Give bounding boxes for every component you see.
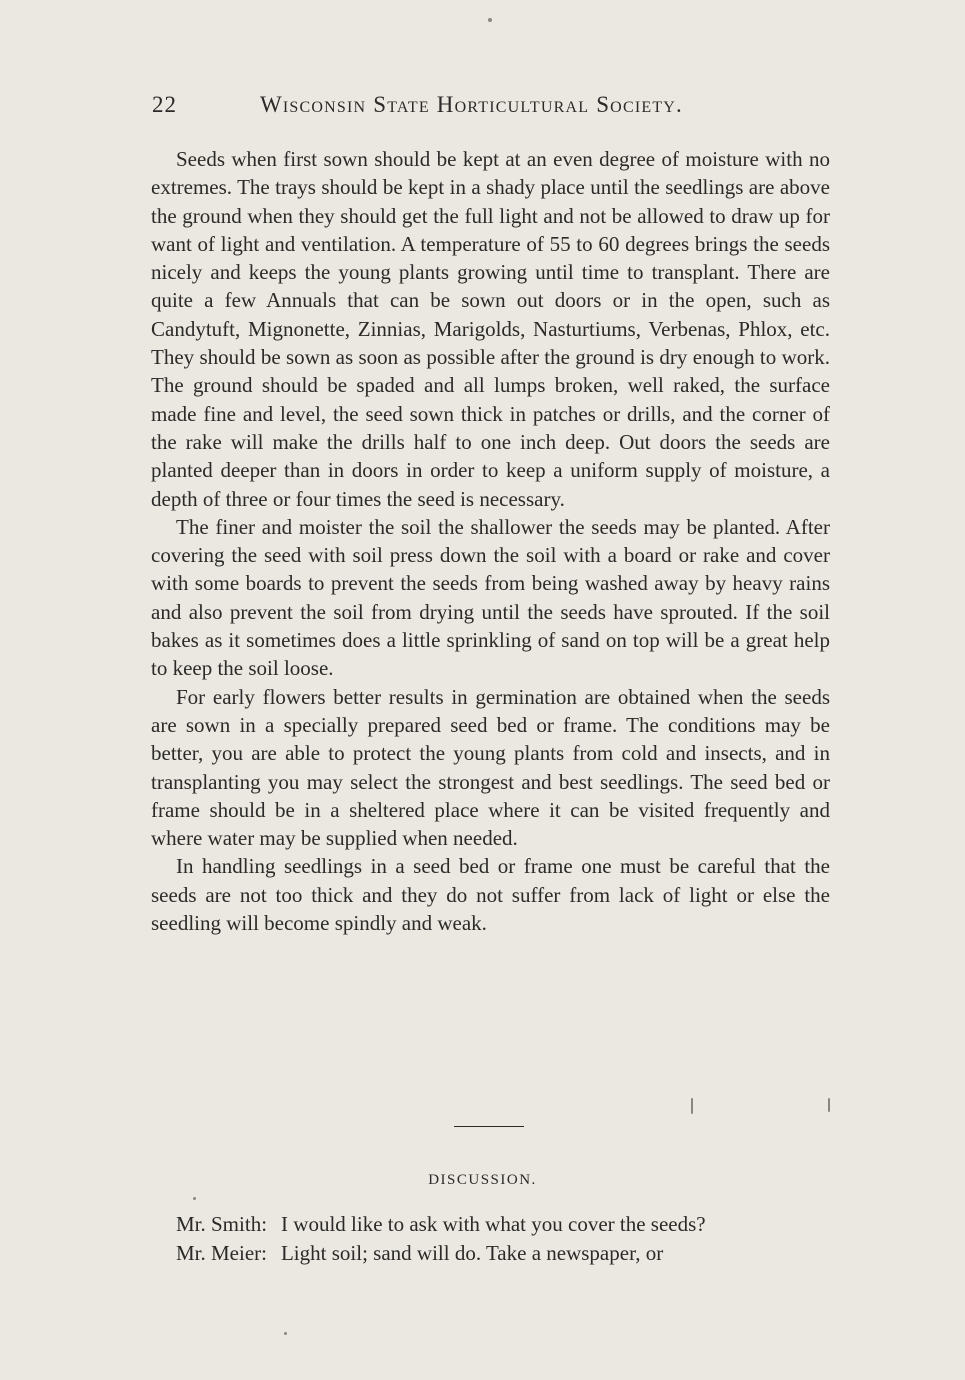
paper-speck	[193, 1197, 196, 1200]
discussion-section	[151, 1210, 830, 1267]
paper-speck	[284, 1332, 287, 1335]
body-text	[151, 145, 830, 937]
journal-title: Wisconsin State Horticultural Society.	[260, 92, 683, 117]
running-head	[152, 92, 832, 122]
discussion-heading: DISCUSSION.	[428, 1172, 537, 1188]
section-divider	[454, 1126, 524, 1127]
paper-speck	[488, 18, 492, 22]
paragraph-handling-seedlings: In handling seedlings in a seed bed or frame one must be careful that the seeds are not too thick and they do not suffer from lack of light or else the seedling will become spindly and weak.	[151, 854, 830, 936]
paper-speck	[828, 1098, 830, 1112]
dialog-line	[151, 1239, 830, 1268]
paragraph-seed-moisture: Seeds when first sown should be kept at an even degree of moisture with no extremes. The trays should be kept in a shady place until the seedlings are above the ground when they should get the full light and not be allowed to draw up for want of light and ventilation. A temperature of 55 to 60 degrees brings the seeds nicely and keeps the young plants growing until time to transplant. There are quite a few Annuals that can be sown out doors or in the open, such as Candytuft, Mignonette, Zinnias, Marigolds, Nasturtiums, Verbenas, Phlox, etc. They should be sown as soon as possible after the ground is dry enough to work. The ground should be spaded and all lumps broken, well raked, the surface made fine and level, the seed sown thick in patches or drills, and the corner of the rake will make the drills half to one inch deep. Out doors the seeds are planted deeper than in doors in order to keep a uniform supply of moisture, a depth of three or four times the seed is necessary.	[151, 147, 830, 511]
paper-speck	[691, 1098, 693, 1114]
speaker-name: Mr. Smith:	[176, 1212, 268, 1236]
paragraph-seed-bed: For early flowers better results in germination are obtained when the seeds are sown in a specially prepared seed bed or frame. The conditions may be better, you are able to protect the young plants from cold and insects, and in transplanting you may select the strongest and best seedlings. The seed bed or frame should be in a sheltered place where it can be visited frequently and where water may be supplied when needed.	[151, 684, 830, 851]
paragraph-soil-depth: The finer and moister the soil the shallower the seeds may be planted. After covering the seed with soil press down the soil with a board or rake and cover with some boards to prevent the seeds from being washed away by heavy rains and also prevent the soil from drying until the seeds have sprouted. If the soil bakes as it sometimes does a little sprinkling of sand on top will be a great help to keep the soil loose.	[151, 514, 830, 681]
speaker-name: Mr. Meier:	[176, 1240, 267, 1265]
dialog-text: Light soil; sand will do. Take a newspaper, or	[280, 1240, 664, 1265]
page-number: 22	[152, 92, 177, 117]
dialog-line	[151, 1210, 830, 1239]
dialog-text: I would like to ask with what you cover the seeds?	[281, 1212, 706, 1236]
